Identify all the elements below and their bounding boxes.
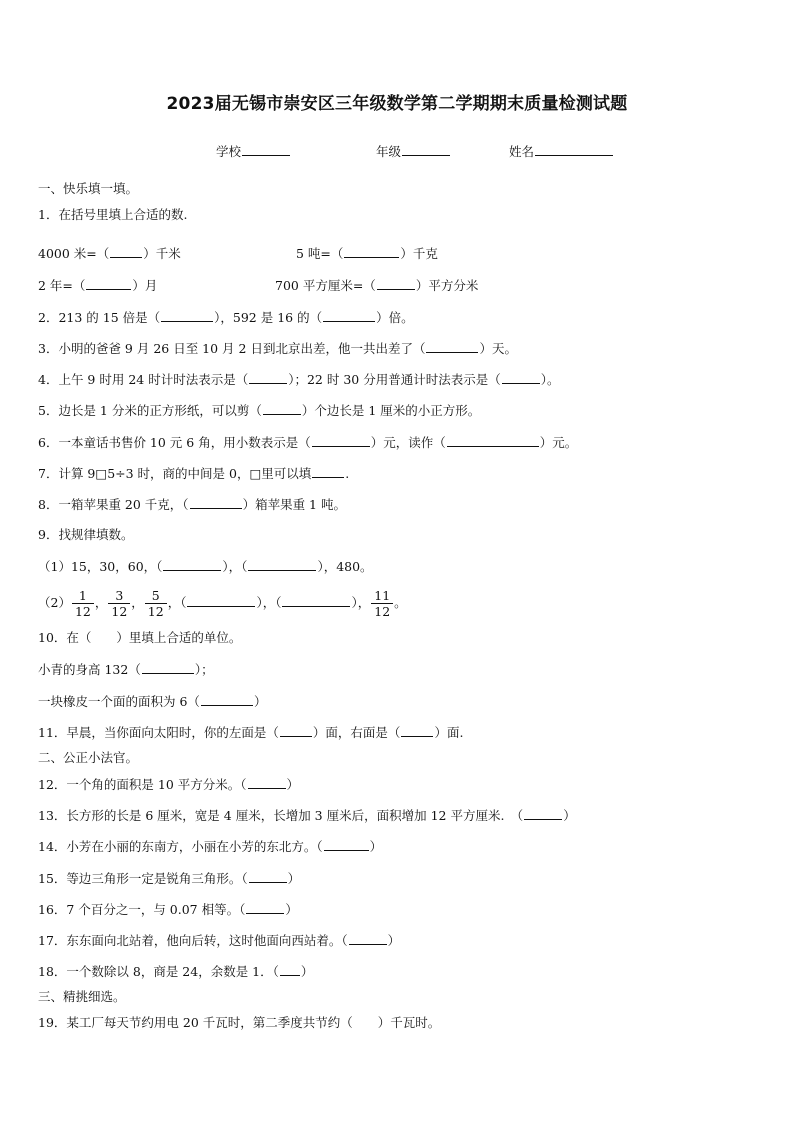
answer-blank[interactable] <box>344 245 399 258</box>
answer-blank[interactable] <box>349 932 387 945</box>
answer-blank[interactable] <box>249 371 287 384</box>
section-heading-2: 二、公正小法官。 <box>38 750 139 765</box>
question-16: 16．7 个百分之一，与 0.07 相等。（ ） <box>38 902 298 917</box>
answer-blank[interactable] <box>447 434 539 447</box>
answer-blank[interactable] <box>263 402 301 415</box>
grade-field <box>376 142 451 160</box>
fraction: $\frac{11}{12}$ <box>371 588 393 619</box>
question-10-stem: 10．在（ ）里填上合适的单位。 <box>38 630 242 645</box>
question-9-stem: 9．找规律填数。 <box>38 527 134 542</box>
answer-blank[interactable] <box>190 496 242 509</box>
answer-blank[interactable] <box>86 277 131 290</box>
name-field <box>509 142 614 160</box>
answer-blank[interactable] <box>502 371 540 384</box>
answer-blank[interactable] <box>110 245 142 258</box>
question-1-item-a: 4000 米=（ ）千米 <box>38 246 181 261</box>
question-2: 2．213 的 15 倍是（ ），592 是 16 的（ ）倍。 <box>38 310 414 325</box>
name-blank[interactable] <box>535 143 613 156</box>
question-12: 12．一个角的面积是 10 平方分米。（ ） <box>38 777 300 792</box>
question-6: 6．一本童话书售价 10 元 6 角，用小数表示是（ ）元，读作（ ）元。 <box>38 435 578 450</box>
school-label: 学校 <box>216 144 242 159</box>
answer-blank[interactable] <box>248 776 286 789</box>
answer-blank[interactable] <box>282 594 350 607</box>
answer-blank[interactable] <box>524 807 562 820</box>
answer-blank[interactable] <box>201 693 253 706</box>
grade-label: 年级 <box>376 144 402 159</box>
answer-blank[interactable] <box>426 340 478 353</box>
answer-blank[interactable] <box>312 434 370 447</box>
section-heading-1: 一、快乐填一填。 <box>38 181 139 196</box>
fraction: $\frac{1}{12}$ <box>72 588 94 619</box>
answer-blank[interactable] <box>248 558 316 571</box>
question-17: 17．东东面向北站着，他向后转，这时他面向西站着。（ ） <box>38 933 401 948</box>
question-7: 7．计算 9□5÷3 时，商的中间是 0，□里可以填 . <box>38 466 350 481</box>
question-8: 8．一箱苹果重 20 千克，（ ）箱苹果重 1 吨。 <box>38 497 346 512</box>
question-1-item-b: 5 吨=（ ）千克 <box>296 246 438 261</box>
answer-blank[interactable] <box>142 661 194 674</box>
question-4: 4．上午 9 时用 24 时计时法表示是（ ）；22 时 30 分用普通计时法表示是（ ）。 <box>38 372 560 387</box>
section-heading-3: 三、精挑细选。 <box>38 989 126 1004</box>
name-label: 姓名 <box>509 144 535 159</box>
question-10-item-a: 小青的身高 132（ ）； <box>38 662 214 677</box>
school-blank[interactable] <box>242 143 290 156</box>
answer-blank[interactable] <box>246 901 284 914</box>
answer-blank[interactable] <box>163 558 221 571</box>
question-13: 13．长方形的长是 6 厘米，宽是 4 厘米，长增加 3 厘米后，面积增加 12 平方厘米. （ ） <box>38 808 576 823</box>
question-18: 18．一个数除以 8，商是 24，余数是 1．（ ） <box>38 964 314 979</box>
question-14: 14．小芳在小丽的东南方，小丽在小芳的东北方。（ ） <box>38 839 383 854</box>
question-11: 11．早晨，当你面向太阳时，你的左面是（ ）面，右面是（ ）面. <box>38 725 464 740</box>
school-field <box>216 142 291 160</box>
answer-blank[interactable] <box>249 870 287 883</box>
question-9-part-2: （2） $\frac{1}{12}$ ， $\frac{3}{12}$ ， $\frac{5}{12}$ ，（ ），（ ）， $\frac{11}{12}$ 。 <box>38 588 407 619</box>
answer-blank[interactable] <box>280 963 300 976</box>
answer-blank[interactable] <box>312 465 344 478</box>
page-title: 2023届无锡市崇安区三年级数学第二学期期末质量检测试题 <box>166 94 628 114</box>
answer-blank[interactable] <box>401 724 433 737</box>
question-19: 19．某工厂每天节约用电 20 千瓦时，第二季度共节约（ ）千瓦时。 <box>38 1015 441 1030</box>
answer-blank[interactable] <box>187 594 255 607</box>
grade-blank[interactable] <box>402 143 450 156</box>
question-9-part-1: （1）15，30，60，（ ），（ ），480。 <box>38 559 373 574</box>
question-1-item-c: 2 年=（ ）月 <box>38 278 158 293</box>
answer-blank[interactable] <box>323 309 375 322</box>
answer-blank[interactable] <box>280 724 312 737</box>
question-1-item-d: 700 平方厘米=（ ）平方分米 <box>275 278 479 293</box>
question-5: 5．边长是 1 分米的正方形纸，可以剪（ ）个边长是 1 厘米的小正方形。 <box>38 403 481 418</box>
question-3: 3．小明的爸爸 9 月 26 日至 10 月 2 日到北京出差，他一共出差了（ ）天。 <box>38 341 517 356</box>
answer-blank[interactable] <box>161 309 213 322</box>
fraction: $\frac{5}{12}$ <box>145 588 167 619</box>
answer-blank[interactable] <box>377 277 415 290</box>
question-1-stem: 1．在括号里填上合适的数. <box>38 207 188 222</box>
question-15: 15．等边三角形一定是锐角三角形。（ ） <box>38 871 301 886</box>
question-10-item-b: 一块橡皮一个面的面积为 6（ ） <box>38 694 267 709</box>
answer-blank[interactable] <box>324 838 369 851</box>
fraction: $\frac{3}{12}$ <box>108 588 130 619</box>
